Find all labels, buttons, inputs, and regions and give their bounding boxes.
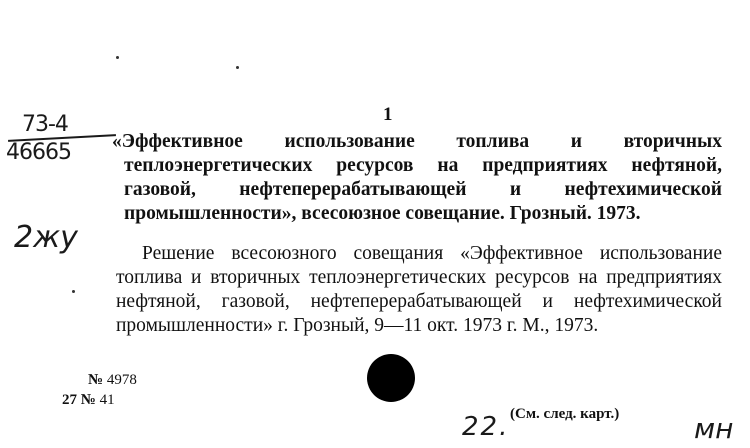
inventory-numbers [62,370,137,410]
inventory-value-1: 4978 [106,372,137,388]
inventory-line-2 [62,390,137,410]
speck [72,290,75,293]
speck [236,66,239,69]
speck [116,56,119,59]
handwritten-bottom-note: 22. [462,412,510,442]
handwritten-code-top: 73-4 [22,112,68,137]
card-number: 1 [383,104,393,125]
record-description: Решение всесоюзного совещания «Эффективное использование топлива и вторичных теплоэнергетических ресурсов на предприятиях нефтяной, газовой, нефтеперерабатывающей и нефтехимической промышленности» г. Грозный, 9—11 окт. 1973 г. М., 1973. [116,243,722,336]
inventory-prefix-1: № [88,372,104,388]
handwritten-code-bottom: 46665 [6,140,71,165]
inventory-line-1 [62,370,137,390]
inventory-value-2: 41 [99,392,115,408]
inventory-prefix-2: 27 № [62,392,96,408]
handwritten-initials: мн [694,412,734,445]
record-title: «Эффективное использование топлива и вторичных теплоэнергетических ресурсов на предприятиях нефтяной, газовой, нефтеперерабатывающей и нефтехимической промышленности», всесоюзное совещание. Грозный. 1973. [112,131,722,224]
punch-hole [367,354,415,402]
see-next-card-note: (См. след. карт.) [510,406,620,422]
handwritten-mark-left: 2жу [14,220,78,255]
